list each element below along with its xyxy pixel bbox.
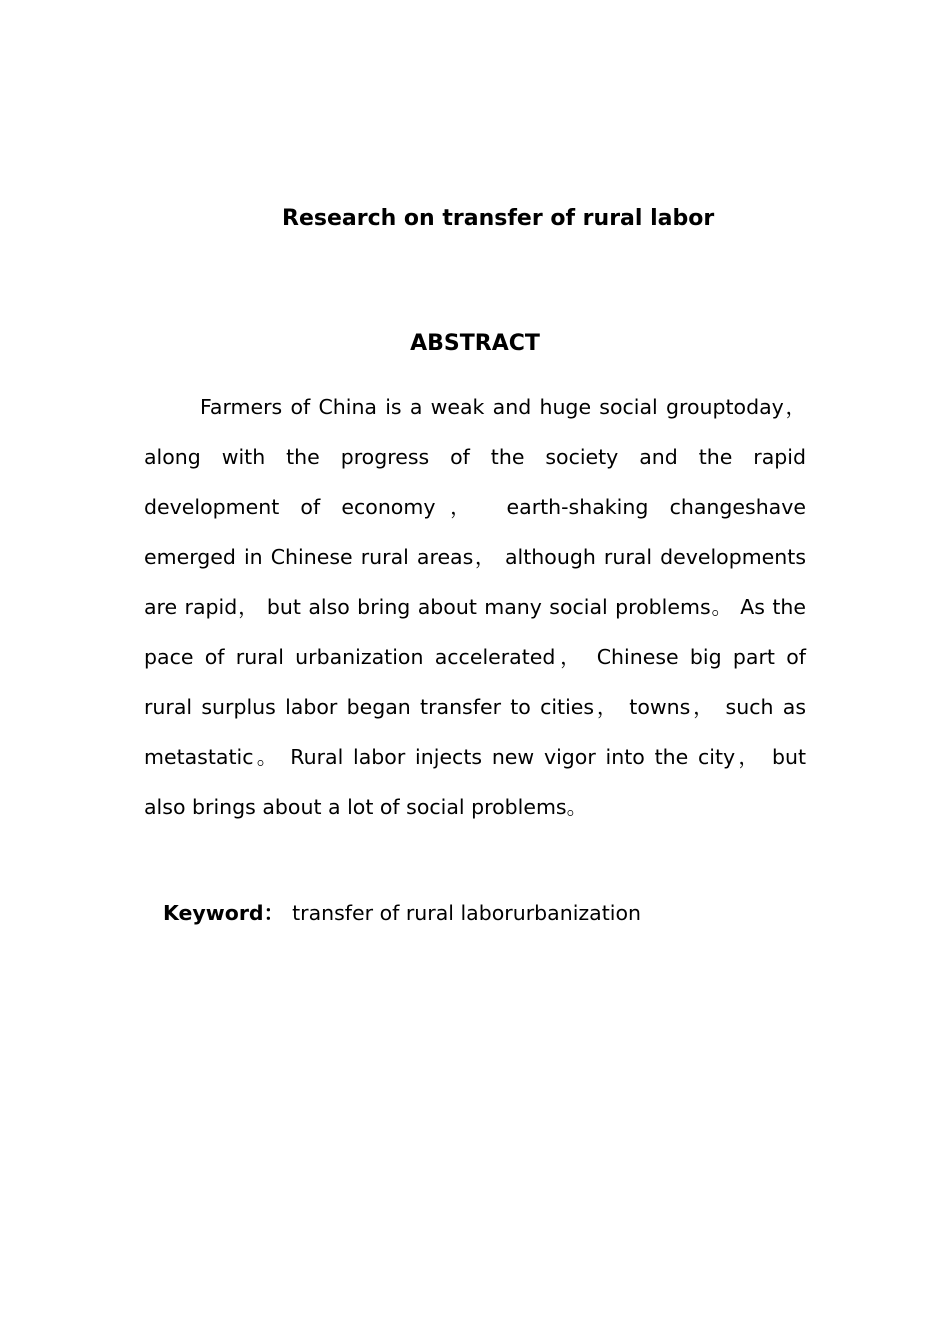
keyword-label: Keyword： xyxy=(163,901,285,925)
abstract-paragraph: Farmers of China is a weak and huge social grouptoday， along with the progress of the society and the rapid development of economy， earth-shaking changeshave emerged in Chinese rural areas， although rural developments are rapid， but also bring about many social problems。 As the pace of rural urbanization accelerated， Chinese big part of rural surplus labor began transfer to cities， towns， such as metastatic。 Rural labor injects new vigor into the city， but also brings about a lot of social problems。 xyxy=(144,395,806,819)
keyword-value: transfer of rural laborurbanization xyxy=(292,901,641,925)
keywords-line xyxy=(163,898,641,928)
abstract-heading: ABSTRACT xyxy=(410,331,540,356)
document-title: Research on transfer of rural labor xyxy=(282,206,715,231)
